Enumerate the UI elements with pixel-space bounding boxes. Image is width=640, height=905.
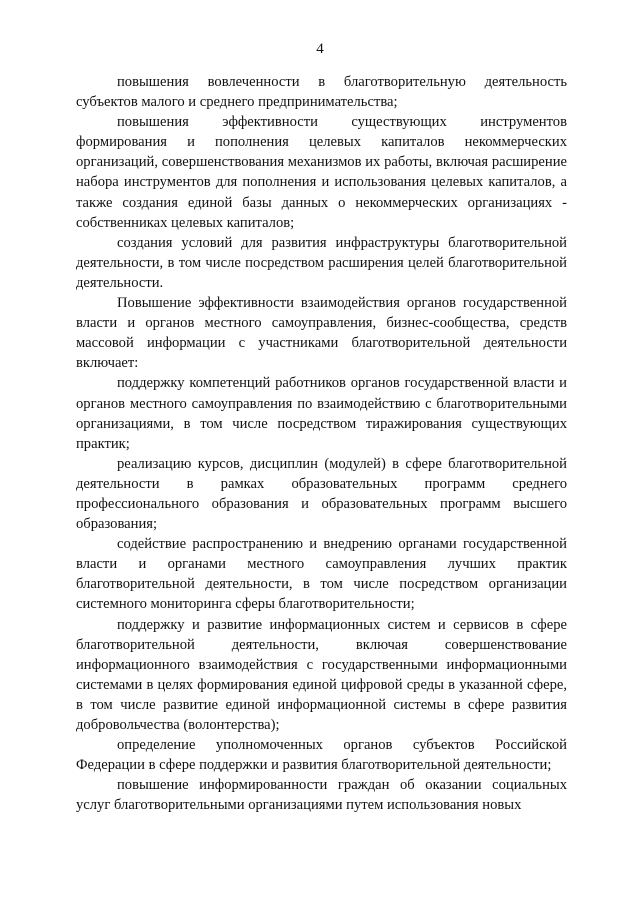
document-body xyxy=(76,72,567,815)
paragraph-interaction-efficiency: Повышение эффективности взаимодействия органов государственной власти и органов местного самоуправления, бизнес-сообщества, средств массовой информации с участниками благотворительной деятельности включает: xyxy=(76,295,567,372)
paragraph-education-courses: реализацию курсов, дисциплин (модулей) в сфере благотворительной деятельности в рамках образовательных программ среднего профессионального образования и образовательных программ высшего образования; xyxy=(76,455,567,533)
paragraph-best-practices: содействие распространению и внедрению органами государственной власти и органами местного самоуправления лучших практик благотворительной деятельности, в том числе посредством организации системного мониторинга сферы благотворительности; xyxy=(76,536,567,613)
paragraph-staff-competence: поддержку компетенций работников органов государственной власти и органов местного самоуправления по взаимодействию с благотворительными организациями, в том числе посредством тиражирования существующих практик; xyxy=(76,375,567,452)
paragraph-endowment-tools: повышения эффективности существующих инструментов формирования и пополнения целевых капиталов некоммерческих организаций, совершенствования механизмов их работы, включая расширение набора инструментов для пополнения и использования целевых капиталов, а также создания единой базы данных о некоммерческих организациях - собственниках целевых капиталов; xyxy=(76,114,567,231)
paragraph-smb-involvement: повышения вовлеченности в благотворительную деятельность субъектов малого и среднего предпринимательства; xyxy=(76,74,567,111)
paragraph-information-systems: поддержку и развитие информационных систем и сервисов в сфере благотворительной деятельности, включая совершенствование информационного взаимодействия с государственными информационными системами в целях формирования единой цифровой среды в указанной сфере, в том числе развитие единой информационной системы в сфере развития добровольчества (волонтерства); xyxy=(76,616,567,733)
paragraph-authorized-bodies: определение уполномоченных органов субъектов Российской Федерации в сфере поддержки и развития благотворительной деятельности; xyxy=(76,737,567,774)
paragraph-citizen-awareness: повышение информированности граждан об оказании социальных услуг благотворительными организациями путем использования новых xyxy=(76,777,567,814)
page-number: 4 xyxy=(316,41,324,57)
paragraph-infrastructure: создания условий для развития инфраструктуры благотворительной деятельности, в том числе посредством расширения целей благотворительной деятельности. xyxy=(76,234,567,291)
